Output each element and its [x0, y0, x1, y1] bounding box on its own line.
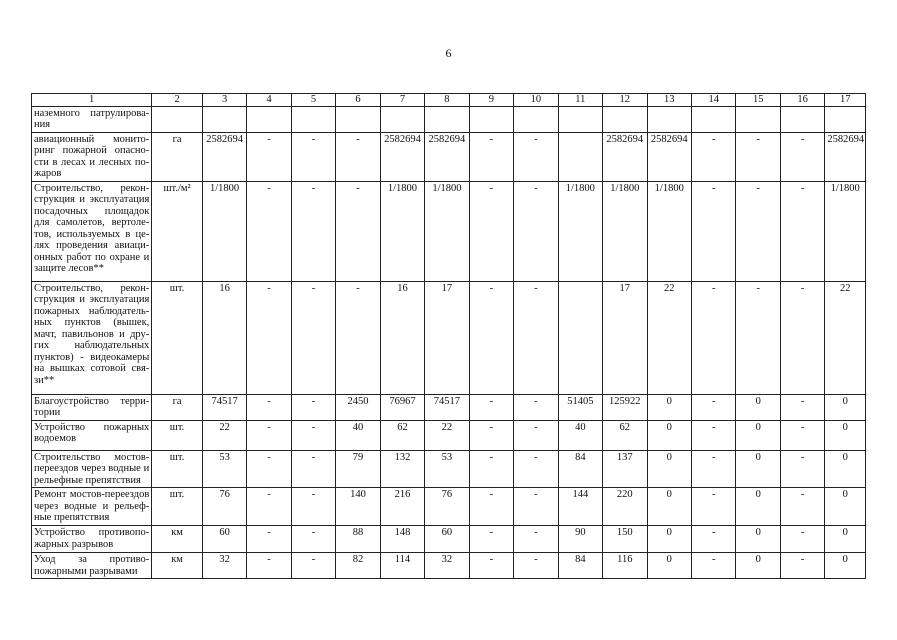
value-cell: -: [291, 526, 335, 553]
value-cell: 60: [425, 526, 469, 553]
header-cell: 4: [247, 94, 291, 107]
table-row: [32, 132, 866, 181]
value-cell: 125922: [603, 394, 647, 420]
value-cell: 114: [380, 553, 424, 579]
value-cell: -: [336, 281, 380, 394]
value-cell: -: [514, 394, 558, 420]
row-unit-cell: га: [152, 132, 203, 181]
value-cell: 148: [380, 526, 424, 553]
page-number: 6: [445, 46, 452, 60]
value-cell: 0: [736, 526, 780, 553]
value-cell: -: [291, 420, 335, 450]
value-cell: [336, 106, 380, 132]
value-cell: -: [291, 553, 335, 579]
value-cell: 0: [825, 553, 866, 579]
value-cell: 0: [736, 420, 780, 450]
value-cell: -: [469, 281, 513, 394]
value-cell: 53: [425, 450, 469, 488]
value-cell: [514, 106, 558, 132]
value-cell: 116: [603, 553, 647, 579]
value-cell: -: [469, 394, 513, 420]
row-unit-cell: [152, 106, 203, 132]
value-cell: 0: [647, 450, 691, 488]
header-row: [32, 94, 866, 107]
value-cell: -: [514, 281, 558, 394]
value-cell: [736, 106, 780, 132]
header-cell: 16: [780, 94, 824, 107]
value-cell: -: [469, 132, 513, 181]
value-cell: 17: [425, 281, 469, 394]
table-row: [32, 488, 866, 526]
value-cell: 53: [202, 450, 246, 488]
header-cell: 5: [291, 94, 335, 107]
value-cell: -: [736, 281, 780, 394]
value-cell: -: [469, 488, 513, 526]
value-cell: -: [247, 420, 291, 450]
value-cell: -: [691, 420, 735, 450]
value-cell: 1/1800: [558, 181, 602, 281]
value-cell: [380, 106, 424, 132]
value-cell: 0: [736, 488, 780, 526]
value-cell: -: [291, 181, 335, 281]
value-cell: -: [780, 181, 824, 281]
value-cell: [469, 106, 513, 132]
value-cell: 76: [425, 488, 469, 526]
value-cell: 76967: [380, 394, 424, 420]
value-cell: -: [336, 181, 380, 281]
row-name-cell: Строительство, рекон-струкция и эксплуатация посадочных площадок для самолетов, вертоле-тов, используемых в це-лях проведения авиаци-онных работ по охране и защите лесов**: [32, 181, 152, 281]
value-cell: -: [691, 394, 735, 420]
header-cell: 14: [691, 94, 735, 107]
value-cell: -: [514, 526, 558, 553]
value-cell: 22: [202, 420, 246, 450]
value-cell: [425, 106, 469, 132]
row-unit-cell: шт./м²: [152, 181, 203, 281]
value-cell: -: [469, 420, 513, 450]
row-name-cell: Благоустройство терри-тории: [32, 394, 152, 420]
value-cell: 79: [336, 450, 380, 488]
value-cell: 0: [825, 526, 866, 553]
value-cell: [558, 132, 602, 181]
value-cell: -: [247, 181, 291, 281]
value-cell: -: [469, 526, 513, 553]
value-cell: -: [514, 488, 558, 526]
value-cell: 0: [647, 420, 691, 450]
value-cell: [291, 106, 335, 132]
value-cell: -: [780, 526, 824, 553]
value-cell: 82: [336, 553, 380, 579]
value-cell: 22: [425, 420, 469, 450]
row-name-cell: Устройство противопо-жарных разрывов: [32, 526, 152, 553]
value-cell: 216: [380, 488, 424, 526]
value-cell: -: [736, 132, 780, 181]
value-cell: -: [247, 526, 291, 553]
row-name-cell: наземного патрулирова-ния: [32, 106, 152, 132]
value-cell: -: [780, 132, 824, 181]
row-name-cell: Строительство мостов-переездов через водные и рельефные препятствия: [32, 450, 152, 488]
value-cell: 1/1800: [202, 181, 246, 281]
value-cell: 0: [825, 450, 866, 488]
value-cell: -: [514, 450, 558, 488]
value-cell: -: [469, 181, 513, 281]
value-cell: [603, 106, 647, 132]
value-cell: -: [780, 420, 824, 450]
value-cell: 1/1800: [647, 181, 691, 281]
table-row: [32, 420, 866, 450]
value-cell: 40: [336, 420, 380, 450]
value-cell: 22: [647, 281, 691, 394]
value-cell: -: [691, 488, 735, 526]
table-row: [32, 181, 866, 281]
header-cell: 13: [647, 94, 691, 107]
value-cell: 90: [558, 526, 602, 553]
value-cell: 62: [380, 420, 424, 450]
header-cell: 7: [380, 94, 424, 107]
value-cell: -: [691, 132, 735, 181]
value-cell: -: [780, 394, 824, 420]
value-cell: -: [247, 132, 291, 181]
value-cell: 16: [380, 281, 424, 394]
value-cell: 2450: [336, 394, 380, 420]
value-cell: -: [691, 526, 735, 553]
value-cell: -: [247, 450, 291, 488]
value-cell: 2582694: [603, 132, 647, 181]
value-cell: -: [291, 281, 335, 394]
value-cell: 0: [647, 394, 691, 420]
value-cell: 220: [603, 488, 647, 526]
value-cell: [202, 106, 246, 132]
value-cell: -: [291, 132, 335, 181]
table-row: [32, 281, 866, 394]
value-cell: -: [780, 281, 824, 394]
value-cell: 32: [202, 553, 246, 579]
value-cell: 40: [558, 420, 602, 450]
value-cell: -: [247, 553, 291, 579]
value-cell: [691, 106, 735, 132]
value-cell: 140: [336, 488, 380, 526]
value-cell: 84: [558, 553, 602, 579]
value-cell: -: [736, 181, 780, 281]
value-cell: -: [780, 553, 824, 579]
value-cell: 0: [736, 553, 780, 579]
row-name-cell: Уход за противо-пожарными разрывами: [32, 553, 152, 579]
value-cell: 32: [425, 553, 469, 579]
header-cell: 17: [825, 94, 866, 107]
value-cell: -: [514, 132, 558, 181]
value-cell: 51405: [558, 394, 602, 420]
header-cell: 9: [469, 94, 513, 107]
value-cell: 62: [603, 420, 647, 450]
value-cell: -: [247, 281, 291, 394]
header-cell: 12: [603, 94, 647, 107]
row-name-cell: Устройство пожарных водоемов: [32, 420, 152, 450]
data-table: [31, 93, 866, 579]
value-cell: 137: [603, 450, 647, 488]
value-cell: 74517: [202, 394, 246, 420]
value-cell: -: [691, 281, 735, 394]
row-unit-cell: шт.: [152, 420, 203, 450]
header-cell: 8: [425, 94, 469, 107]
value-cell: -: [514, 420, 558, 450]
value-cell: 0: [736, 394, 780, 420]
table-row: [32, 553, 866, 579]
row-unit-cell: га: [152, 394, 203, 420]
value-cell: [825, 106, 866, 132]
value-cell: -: [691, 553, 735, 579]
value-cell: -: [247, 488, 291, 526]
value-cell: 0: [825, 394, 866, 420]
table-row: [32, 526, 866, 553]
value-cell: 60: [202, 526, 246, 553]
value-cell: -: [247, 394, 291, 420]
table-row: [32, 106, 866, 132]
value-cell: 84: [558, 450, 602, 488]
row-name-cell: Ремонт мостов-переездов через водные и рельеф-ные препятствия: [32, 488, 152, 526]
value-cell: [558, 106, 602, 132]
value-cell: 2582694: [380, 132, 424, 181]
value-cell: 2582694: [202, 132, 246, 181]
value-cell: 1/1800: [825, 181, 866, 281]
value-cell: [780, 106, 824, 132]
value-cell: 88: [336, 526, 380, 553]
value-cell: 1/1800: [603, 181, 647, 281]
table-row: [32, 450, 866, 488]
value-cell: 76: [202, 488, 246, 526]
table-row: [32, 394, 866, 420]
value-cell: 0: [825, 488, 866, 526]
value-cell: [647, 106, 691, 132]
row-unit-cell: шт.: [152, 281, 203, 394]
row-unit-cell: км: [152, 553, 203, 579]
header-cell: 10: [514, 94, 558, 107]
value-cell: -: [291, 394, 335, 420]
value-cell: -: [469, 553, 513, 579]
value-cell: 74517: [425, 394, 469, 420]
value-cell: 144: [558, 488, 602, 526]
value-cell: -: [691, 450, 735, 488]
header-cell: 11: [558, 94, 602, 107]
value-cell: 0: [647, 553, 691, 579]
header-cell: 2: [152, 94, 203, 107]
value-cell: 1/1800: [380, 181, 424, 281]
value-cell: -: [691, 181, 735, 281]
value-cell: 150: [603, 526, 647, 553]
value-cell: -: [780, 488, 824, 526]
header-cell: 3: [202, 94, 246, 107]
value-cell: 132: [380, 450, 424, 488]
header-cell: 15: [736, 94, 780, 107]
header-cell: 6: [336, 94, 380, 107]
value-cell: 0: [736, 450, 780, 488]
value-cell: -: [469, 450, 513, 488]
value-cell: -: [780, 450, 824, 488]
value-cell: 1/1800: [425, 181, 469, 281]
value-cell: [558, 281, 602, 394]
value-cell: -: [514, 553, 558, 579]
value-cell: -: [514, 181, 558, 281]
value-cell: 2582694: [425, 132, 469, 181]
row-name-cell: авиационный монито-ринг пожарной опасно-сти в лесах и лесных по-жаров: [32, 132, 152, 181]
value-cell: -: [336, 132, 380, 181]
value-cell: 22: [825, 281, 866, 394]
value-cell: 0: [825, 420, 866, 450]
value-cell: 17: [603, 281, 647, 394]
row-unit-cell: км: [152, 526, 203, 553]
row-unit-cell: шт.: [152, 488, 203, 526]
row-name-cell: Строительство, рекон-струкция и эксплуатация пожарных наблюдатель-ных пунктов (вышек, мачт, павильонов и дру-гих наблюдательных пунктов) - видеокамеры на вышках сотовой свя-зи**: [32, 281, 152, 394]
value-cell: 2582694: [825, 132, 866, 181]
value-cell: 0: [647, 488, 691, 526]
row-unit-cell: шт.: [152, 450, 203, 488]
header-cell: 1: [32, 94, 152, 107]
value-cell: 2582694: [647, 132, 691, 181]
value-cell: 0: [647, 526, 691, 553]
value-cell: 16: [202, 281, 246, 394]
value-cell: -: [291, 450, 335, 488]
value-cell: -: [291, 488, 335, 526]
value-cell: [247, 106, 291, 132]
